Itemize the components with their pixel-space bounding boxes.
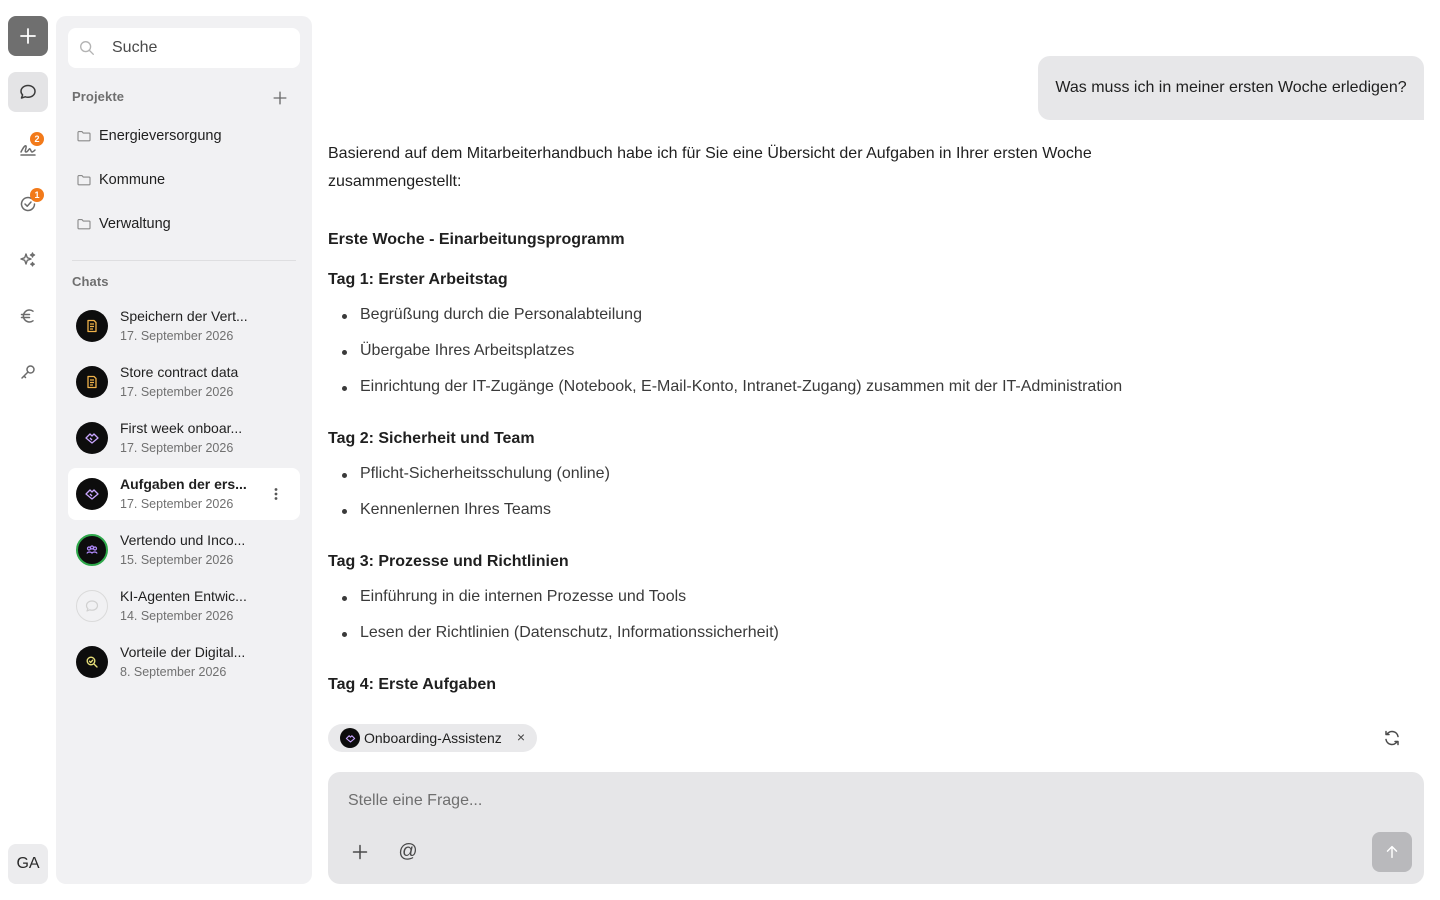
chat-date: 14. September 2026 <box>120 609 234 623</box>
handshake-icon <box>84 430 100 446</box>
regenerate-button[interactable] <box>1380 726 1404 750</box>
chat-item-active[interactable] <box>68 468 300 520</box>
day-heading: Tag 2: Sicherheit und Team <box>328 430 535 447</box>
chat-avatar <box>76 366 108 398</box>
chat-avatar <box>76 646 108 678</box>
chats-heading: Chats <box>72 274 109 289</box>
approvals-nav-button[interactable] <box>8 184 48 224</box>
search-input[interactable] <box>112 36 292 60</box>
plus-icon <box>18 26 38 46</box>
key-icon <box>18 362 38 382</box>
handshake-icon <box>345 733 356 744</box>
project-item-verwaltung[interactable] <box>68 206 300 242</box>
handshake-icon <box>84 486 100 502</box>
day-heading: Tag 3: Prozesse und Richtlinien <box>328 553 569 570</box>
folder-icon <box>76 128 92 144</box>
chat-item[interactable] <box>68 524 300 576</box>
chat-title: Vorteile der Digital... <box>120 644 246 660</box>
user-avatar[interactable]: GA <box>8 844 48 884</box>
chat-more-button[interactable] <box>264 482 288 506</box>
list-item: Einrichtung der IT-Zugänge (Notebook, E-Mail-Konto, Intranet-Zugang) zusammen mit der IT-Administration <box>360 378 1123 395</box>
agent-chip[interactable] <box>328 724 537 752</box>
chat-title: KI-Agenten Entwic... <box>120 588 247 604</box>
chat-avatar <box>76 478 108 510</box>
list-item: Übergabe Ihres Arbeitsplatzes <box>360 342 575 359</box>
chat-date: 17. September 2026 <box>120 329 234 343</box>
day-heading: Tag 1: Erster Arbeitstag <box>328 271 508 288</box>
billing-nav-button[interactable] <box>8 296 48 336</box>
chip-close-icon[interactable]: × <box>516 729 526 745</box>
chat-date: 17. September 2026 <box>120 441 234 455</box>
project-item-kommune[interactable] <box>68 162 300 198</box>
list-item: Pflicht-Sicherheitsschulung (online) <box>360 465 610 482</box>
attach-button[interactable] <box>344 836 376 868</box>
keys-nav-button[interactable] <box>8 352 48 392</box>
chat-item[interactable] <box>68 356 300 408</box>
chats-nav-button[interactable] <box>8 72 48 112</box>
sidebar <box>56 16 312 884</box>
list-item: Einführung in die internen Prozesse und Tools <box>360 588 687 605</box>
chat-item[interactable] <box>68 636 300 688</box>
message-input[interactable] <box>348 792 1348 818</box>
project-item-energieversorgung[interactable] <box>68 118 300 154</box>
chat-item[interactable] <box>68 300 300 352</box>
send-button[interactable] <box>1372 832 1412 872</box>
chat-title: Vertendo und Inco... <box>120 532 246 548</box>
more-vertical-icon <box>268 486 284 502</box>
agent-chip-label: Onboarding-Assistenz <box>364 730 502 746</box>
answer-title: Erste Woche - Einarbeitungsprogramm <box>328 231 625 248</box>
euro-icon <box>18 306 38 326</box>
notification-badge: 2 <box>30 132 44 146</box>
chat-title: First week onboar... <box>120 420 243 436</box>
document-icon <box>84 374 100 390</box>
plus-icon <box>350 842 370 862</box>
new-chat-button[interactable] <box>8 16 48 56</box>
search-box <box>68 28 300 68</box>
magnifier-icon <box>84 654 100 670</box>
chat-item[interactable] <box>68 580 300 632</box>
chat-date: 8. September 2026 <box>120 665 227 679</box>
folder-icon <box>76 216 92 232</box>
answer-intro: Basierend auf dem Mitarbeiterhandbuch habe ich für Sie eine Übersicht der Aufgaben in Ihrer ersten Woche zusammengestellt: <box>328 145 1092 190</box>
refresh-icon <box>1382 728 1402 748</box>
document-icon <box>84 318 100 334</box>
mention-button[interactable]: @ <box>398 841 418 862</box>
plus-icon <box>271 89 289 107</box>
sparkles-icon <box>18 250 38 270</box>
chat-avatar <box>76 534 108 566</box>
notification-badge: 1 <box>30 188 44 202</box>
agent-avatar <box>340 728 360 748</box>
project-label: Kommune <box>99 172 166 188</box>
sidebar-divider <box>72 260 296 261</box>
signatures-nav-button[interactable] <box>8 128 48 168</box>
chat-bubble-icon <box>18 82 38 102</box>
folder-icon <box>76 172 92 188</box>
project-label: Energieversorgung <box>99 128 222 144</box>
list-item: Lesen der Richtlinien (Datenschutz, Informationssicherheit) <box>360 624 779 641</box>
project-label: Verwaltung <box>99 216 171 232</box>
icon-rail <box>0 0 56 900</box>
chat-date: 15. September 2026 <box>120 553 234 567</box>
arrow-up-icon <box>1383 843 1401 861</box>
chat-avatar <box>76 310 108 342</box>
day-heading: Tag 4: Erste Aufgaben <box>328 676 497 693</box>
search-icon <box>78 39 96 57</box>
chat-item[interactable] <box>68 412 300 464</box>
chat-title: Store contract data <box>120 364 239 380</box>
chat-date: 17. September 2026 <box>120 497 234 511</box>
chat-title: Speichern der Vert... <box>120 308 248 324</box>
projects-heading: Projekte <box>72 89 125 104</box>
add-project-button[interactable] <box>268 86 292 110</box>
chat-date: 17. September 2026 <box>120 385 234 399</box>
message-composer <box>328 772 1424 884</box>
chat-bubble-icon <box>84 598 100 614</box>
list-item: Kennenlernen Ihres Teams <box>360 501 551 518</box>
list-item: Begrüßung durch die Personalabteilung <box>360 306 642 323</box>
assistants-nav-button[interactable] <box>8 240 48 280</box>
assistant-intro <box>328 140 1178 196</box>
chat-avatar <box>76 590 108 622</box>
team-icon <box>84 542 100 558</box>
chat-title: Aufgaben der ers... <box>120 476 247 492</box>
chat-avatar <box>76 422 108 454</box>
user-message: Was muss ich in meiner ersten Woche erledigen? <box>1038 56 1424 120</box>
